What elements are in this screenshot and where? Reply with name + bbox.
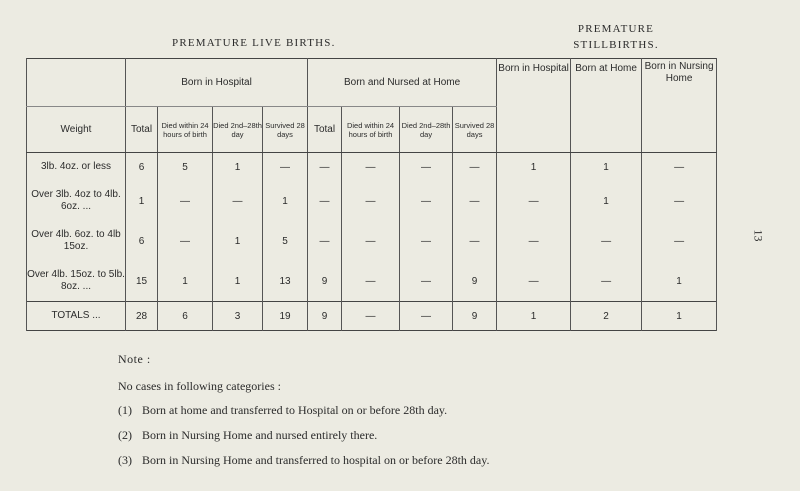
cell: 1	[213, 221, 263, 261]
cell: —	[400, 153, 453, 182]
cell: —	[453, 221, 497, 261]
cell: 1	[263, 181, 308, 221]
cell: —	[453, 181, 497, 221]
cell: —	[342, 302, 400, 331]
col-hosp-total: Total	[126, 107, 158, 153]
cell: 1	[497, 302, 571, 331]
col-hosp-died-24: Died within 24 hours of birth	[158, 107, 213, 153]
cell: 6	[126, 153, 158, 182]
cell: 5	[263, 221, 308, 261]
births-table	[26, 58, 717, 331]
table-row	[27, 153, 717, 182]
group-still-hospital: Born in Hospital	[497, 59, 571, 153]
header-row-groups	[27, 59, 717, 107]
cell: 1	[571, 181, 642, 221]
cell: 9	[453, 261, 497, 302]
cell: —	[342, 153, 400, 182]
cell: 9	[308, 261, 342, 302]
row-weight: 3lb. 4oz. or less	[27, 153, 126, 182]
table-row	[27, 261, 717, 302]
cell: —	[308, 181, 342, 221]
note-title: Note :	[118, 352, 151, 366]
cell: 1	[571, 153, 642, 182]
cell: 1	[497, 153, 571, 182]
cell: 2	[571, 302, 642, 331]
cell: —	[308, 153, 342, 182]
cell: —	[308, 221, 342, 261]
cell: 1	[213, 153, 263, 182]
cell: —	[453, 153, 497, 182]
cell: —	[642, 221, 717, 261]
col-weight: Weight	[27, 107, 126, 153]
col-home-died-2-28: Died 2nd–28th day	[400, 107, 453, 153]
group-born-nursed-home: Born and Nursed at Home	[308, 59, 497, 107]
table-row	[27, 221, 717, 261]
totals-row	[27, 302, 717, 331]
cell: —	[342, 221, 400, 261]
cell: 15	[126, 261, 158, 302]
cell: —	[642, 153, 717, 182]
note-item-1	[118, 403, 447, 418]
cell: 1	[213, 261, 263, 302]
cell: —	[497, 261, 571, 302]
note-intro: No cases in following categories :	[118, 379, 281, 393]
col-home-died-24: Died within 24 hours of birth	[342, 107, 400, 153]
row-weight: Over 4lb. 15oz. to 5lb. 8oz. ...	[27, 261, 126, 302]
note-item-number: (1)	[118, 403, 132, 417]
cell: 1	[158, 261, 213, 302]
cell: 1	[126, 181, 158, 221]
cell: —	[497, 221, 571, 261]
cell: —	[213, 181, 263, 221]
group-still-nursing-home: Born in Nursing Home	[642, 59, 717, 153]
heading-live-births: PREMATURE LIVE BIRTHS.	[172, 37, 336, 49]
table-row	[27, 181, 717, 221]
cell: —	[400, 221, 453, 261]
cell: 1	[642, 261, 717, 302]
note-item-2	[118, 428, 377, 443]
group-still-home: Born at Home	[571, 59, 642, 153]
cell: 9	[453, 302, 497, 331]
col-hosp-died-2-28: Died 2nd–28th day	[213, 107, 263, 153]
cell: 3	[213, 302, 263, 331]
cell: —	[342, 181, 400, 221]
cell: 9	[308, 302, 342, 331]
col-hosp-survived: Survived 28 days	[263, 107, 308, 153]
note-item-text: Born in Nursing Home and transferred to hospital on or before 28th day.	[142, 453, 490, 467]
heading-stillbirths: PREMATURE STILLBIRTHS.	[573, 23, 659, 51]
note-item-number: (2)	[118, 428, 132, 442]
note-item-3	[118, 453, 489, 468]
header-blank	[27, 59, 126, 107]
cell: 19	[263, 302, 308, 331]
cell: —	[400, 181, 453, 221]
cell: —	[497, 181, 571, 221]
col-home-total: Total	[308, 107, 342, 153]
note-item-number: (3)	[118, 453, 132, 467]
cell: —	[642, 181, 717, 221]
cell: 28	[126, 302, 158, 331]
page-number: 13	[751, 229, 766, 242]
cell: 1	[642, 302, 717, 331]
cell: —	[342, 261, 400, 302]
group-born-in-hospital: Born in Hospital	[126, 59, 308, 107]
cell: —	[400, 302, 453, 331]
cell: —	[263, 153, 308, 182]
cell: —	[158, 181, 213, 221]
cell: —	[571, 261, 642, 302]
cell: 5	[158, 153, 213, 182]
note-item-text: Born in Nursing Home and nursed entirely there.	[142, 428, 378, 442]
cell: 13	[263, 261, 308, 302]
row-weight: Over 3lb. 4oz to 4lb. 6oz. ...	[27, 181, 126, 221]
totals-label: TOTALS ...	[27, 302, 126, 331]
cell: 6	[158, 302, 213, 331]
note-item-text: Born at home and transferred to Hospital on or before 28th day.	[142, 403, 448, 417]
cell: 6	[126, 221, 158, 261]
col-home-survived: Survived 28 days	[453, 107, 497, 153]
cell: —	[158, 221, 213, 261]
cell: —	[400, 261, 453, 302]
row-weight: Over 4lb. 6oz. to 4lb 15oz.	[27, 221, 126, 261]
cell: —	[571, 221, 642, 261]
